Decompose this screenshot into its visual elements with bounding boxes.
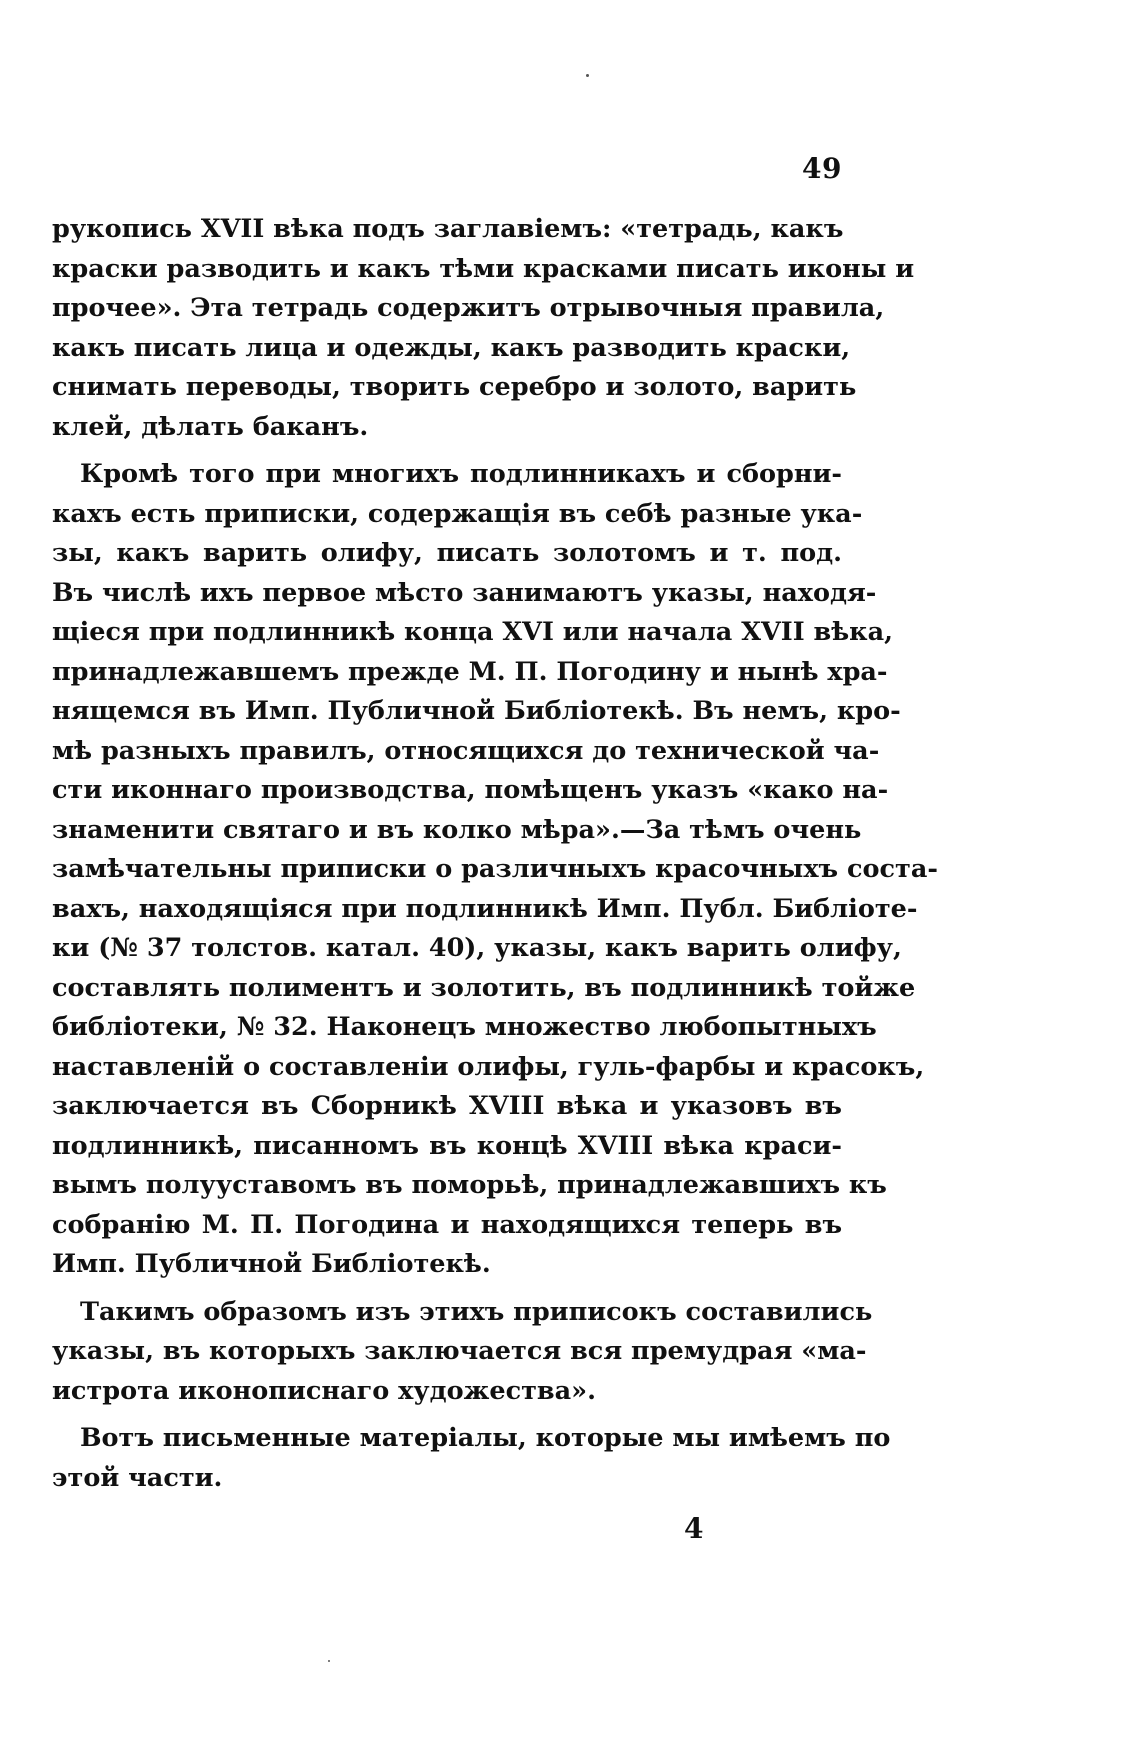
text-line: клей, дѣлать баканъ.: [52, 411, 369, 442]
text-line: вахъ, находящіяся при подлинникѣ Имп. Публ. Библіоте-: [52, 893, 918, 924]
body-text: [52, 210, 938, 1506]
text-line: этой части.: [52, 1462, 223, 1493]
text-line: какъ писать лица и одежды, какъ разводить краски,: [52, 332, 851, 363]
page-number: 49: [802, 152, 842, 185]
paragraph: [52, 1419, 891, 1498]
text-line: Вотъ письменные матеріалы, которые мы имѣемъ по: [80, 1423, 891, 1453]
text-line: мѣ разныхъ правилъ, относящихся до технической ча-: [52, 735, 880, 766]
text-line: собранію М. П. Погодина и находящихся теперь въ: [52, 1209, 842, 1240]
text-line: подлинникѣ, писанномъ въ концѣ XVIII вѣка краси-: [52, 1130, 842, 1161]
text-line: рукопись XVII вѣка подъ заглавіемъ: «тетрадь, какъ: [52, 214, 844, 244]
text-line: кахъ есть приписки, содержащія въ себѣ разные ука-: [52, 498, 863, 529]
text-line: ки (№ 37 толстов. катал. 40), указы, какъ варить олифу,: [52, 933, 902, 963]
text-line: указы, въ которыхъ заключается вся премудрая «ма-: [52, 1336, 867, 1366]
text-line: замѣчательны приписки о различныхъ красочныхъ соста-: [52, 854, 938, 884]
print-speck: [328, 1660, 330, 1662]
text-line: Имп. Публичной Библіотекѣ.: [52, 1249, 491, 1279]
text-line: щіеся при подлинникѣ конца XVI или начала XVII вѣка,: [52, 617, 893, 647]
text-line: прочее». Эта тетрадь содержитъ отрывочныя правила,: [52, 293, 885, 323]
text-line: зы, какъ варить олифу, писать золотомъ и т. под.: [52, 538, 842, 568]
text-line: вымъ полууставомъ въ поморьѣ, принадлежавшихъ къ: [52, 1170, 887, 1200]
text-line: Кромѣ того при многихъ подлинникахъ и сборни-: [80, 459, 842, 489]
text-line: библіотеки, № 32. Наконецъ множество любопытныхъ: [52, 1012, 877, 1042]
text-line: Такимъ образомъ изъ этихъ приписокъ составились: [80, 1296, 873, 1327]
text-line: нящемся въ Имп. Публичной Библіотекѣ. Въ немъ, кро-: [52, 696, 901, 726]
text-line: Въ числѣ ихъ первое мѣсто занимаютъ указы, находя-: [52, 577, 877, 608]
text-line: заключается въ Сборникѣ XVIII вѣка и указовъ въ: [52, 1091, 842, 1121]
text-line: составлять полиментъ и золотить, въ подлинникѣ тойже: [52, 972, 916, 1003]
paragraph: [52, 1293, 873, 1412]
text-line: знаменити святаго и въ колко мѣра».—За тѣмъ очень: [52, 814, 862, 845]
text-line: наставленій о составленіи олифы, гуль-фарбы и красокъ,: [52, 1051, 925, 1082]
text-line: истрота иконописнаго художества».: [52, 1375, 596, 1406]
text-line: снимать переводы, творить серебро и золото, варить: [52, 372, 857, 402]
text-line: сти иконнаго производства, помѣщенъ указъ «како на-: [52, 775, 889, 805]
print-speck: [586, 74, 589, 77]
text-line: краски разводить и какъ тѣми красками писать иконы и: [52, 253, 915, 284]
paragraph: [52, 210, 915, 447]
text-line: принадлежавшемъ прежде М. П. Погодину и нынѣ хра-: [52, 656, 888, 687]
paragraph: [52, 455, 938, 1285]
signature-mark: 4: [684, 1512, 704, 1545]
